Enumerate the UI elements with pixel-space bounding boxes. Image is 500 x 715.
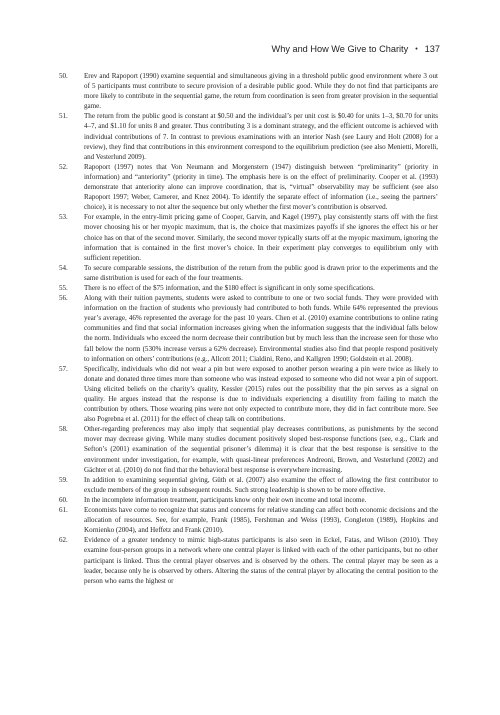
endnote-text: There is no effect of the $75 information, and the $180 effect is significant in only some specifications. (84, 283, 375, 292)
endnote-number: 50. (59, 72, 68, 80)
endnote-text: Economists have come to recognize that status and concerns for relative standing can affect both economic decisions and the allocation of resources. See, for example, Frank (1985), Fershtman and Weiss (1993), Congleton (1989), Hopkins and Kornienko (2004), and Heffetz and Frank (2010). (84, 506, 438, 535)
endnote-number: 54. (59, 263, 68, 272)
endnote (59, 263, 438, 283)
endnote-number: 53. (59, 213, 68, 222)
running-title: Why and How We Give to Charity (271, 44, 409, 54)
endnote (59, 162, 438, 212)
endnote (59, 535, 438, 585)
endnote-number: 57. (59, 364, 68, 373)
endnote (59, 424, 438, 474)
endnote-text: For example, in the entry-limit pricing game of Cooper, Garvin, and Kagel (1997), play consistently starts off with the first mover choosing his or her myopic maximum, that is, the choice that maximizes payoffs if she ignores the effect his or her choice has on that of the second mover. Similarly, the second mover typically starts off at the myopic maximum, ignoring the information that is contained in the first mover’s choice. In their experiment play converges to equilibrium only with sufficient repetition. (84, 213, 438, 262)
endnote (59, 71, 438, 111)
endnotes-list (59, 71, 438, 586)
endnote-text: Rapoport (1997) notes that Von Neumann and Morgenstern (1947) distinguish between “preliminarity” (priority in information) and “anteriority” (priority in time). The emphasis here is on the effect of preliminarity. Cooper et al. (1993) demonstrate that anteriority alone can improve coordination, that is, “virtual” observability may be sufficient (see also Rapoport 1997; Weber, Camerer, and Knez 2004). To identify the separate effect of information (i.e., seeing the partners’ choice), it is necessary to not alter the sequence but only whether the first mover’s contribution is observed. (84, 162, 438, 212)
endnote (59, 505, 438, 535)
endnote-number: 51. (59, 112, 68, 121)
endnote-number: 62. (59, 536, 68, 545)
page-number: 137 (424, 44, 440, 54)
endnote-text: In addition to examining sequential giving, Güth et al. (2007) also examine the effect of allowing the first contributor to exclude members of the group in subsequent rounds. Such strong leadership is shown to be more effective. (84, 475, 438, 494)
endnote (59, 283, 438, 293)
bullet-separator: • (415, 46, 418, 53)
endnote (59, 111, 438, 161)
running-head (272, 44, 440, 54)
endnote-text: Erev and Rapoport (1990) examine sequential and simultaneous giving in a threshold public good environment where 3 out of 5 participants must contribute to secure provision of a desirable public good. While they do not find that participants are more likely to contribute in the sequential game, the return from coordination is seen from greater provision in the sequential game. (84, 72, 438, 111)
endnote-text: Other-regarding preferences may also imply that sequential play decreases contributions, as punishments by the second mover may decrease giving. While many studies document positively sloped best-response functions (see, e.g., Clark and Sefton’s (2001) examination of the sequential prisoner’s dilemma) it is clear that the best response is sensitive to the environment under investigation, for example, with quasi-linear preferences Andreoni, Brown, and Vesterlund (2002) and Gächter et al. (2010) do not find that the behavioral best response is everywhere increasing. (84, 425, 438, 474)
endnote-text: Evidence of a greater tendency to mimic high-status participants is also seen in Eckel, Fatas, and Wilson (2010). They examine four-person groups in a network where one central player is linked with each of the other participants, but no other participant is linked. Thus the central player observes and is observed by the others. The central player may be seen as a leader, because only he is observed by others. Altering the status of the central player by allocating the central position to the person who earns the highest or (84, 536, 438, 585)
endnote-number: 61. (59, 506, 68, 515)
endnote (59, 364, 438, 425)
endnote (59, 475, 438, 495)
endnote-number: 58. (59, 425, 68, 434)
endnote-number: 55. (59, 283, 68, 292)
endnote-number: 59. (59, 475, 68, 484)
endnote (59, 212, 438, 262)
endnote-text: Along with their tuition payments, students were asked to contribute to one or two social funds. They were provided with information on the fraction of students who previously had contributed to both funds. While 64% represented the previous year’s average, 46% represented the average for the past 10 years. Chen et al. (2010) examine contributions to online rating communities and find that social information increases giving when the information suggests that the individual falls below the norm. Individuals who exceed the norm decrease their contribution but by much less than the increase seen for those who fall below the norm (530% increase versus a 62% decrease). Environmental studies also find that people respond positively to information on others’ contributions (e.g., Allcott 2011; Cialdini, Reno, and Kallgren 1990; Goldstein et al. 2008). (84, 294, 438, 363)
endnote-text: The return from the public good is constant at $0.50 and the individual’s per unit cost is $0.40 for units 1–3, $0.70 for units 4–7, and $1.10 for units 8 and greater. Thus contributing 3 is a dominant strategy, and the efficient outcome is achieved with individual contributions of 7. In contrast to previous examinations with an interior Nash (see Laury and Holt (2008) for a review), they find that contributions in this environment correspond to the equilibrium prediction (see also Menietti, Morelli, and Vesterlund 2009). (84, 112, 438, 161)
endnote (59, 495, 438, 505)
endnote-text: In the incomplete information treatment, participants know only their own income and total income. (84, 495, 367, 504)
endnote-number: 60. (59, 495, 68, 504)
endnote-text: Specifically, individuals who did not wear a pin but were exposed to another person wearing a pin were twice as likely to donate and donated three times more than someone who was instead exposed to someone who did not wear a pin of support. Using elicited beliefs on the charity’s quality, Kessler (2015) rules out the possibility that the pin serves as a signal on quality. He argues instead that the response is due to individuals experiencing a disutility from failing to match the contribution by others. Those wearing pins were not only expected to contribute more, they did in fact contribute more. See also Pogrebna et al. (2011) for the effect of cheap talk on contributions. (84, 364, 438, 424)
endnote-number: 52. (59, 162, 68, 171)
endnote (59, 293, 438, 364)
endnote-text: To secure comparable sessions, the distribution of the return from the public good is drawn prior to the experiments and the same distribution is used for each of the four treatments. (84, 263, 438, 282)
endnote-number: 56. (59, 294, 68, 303)
